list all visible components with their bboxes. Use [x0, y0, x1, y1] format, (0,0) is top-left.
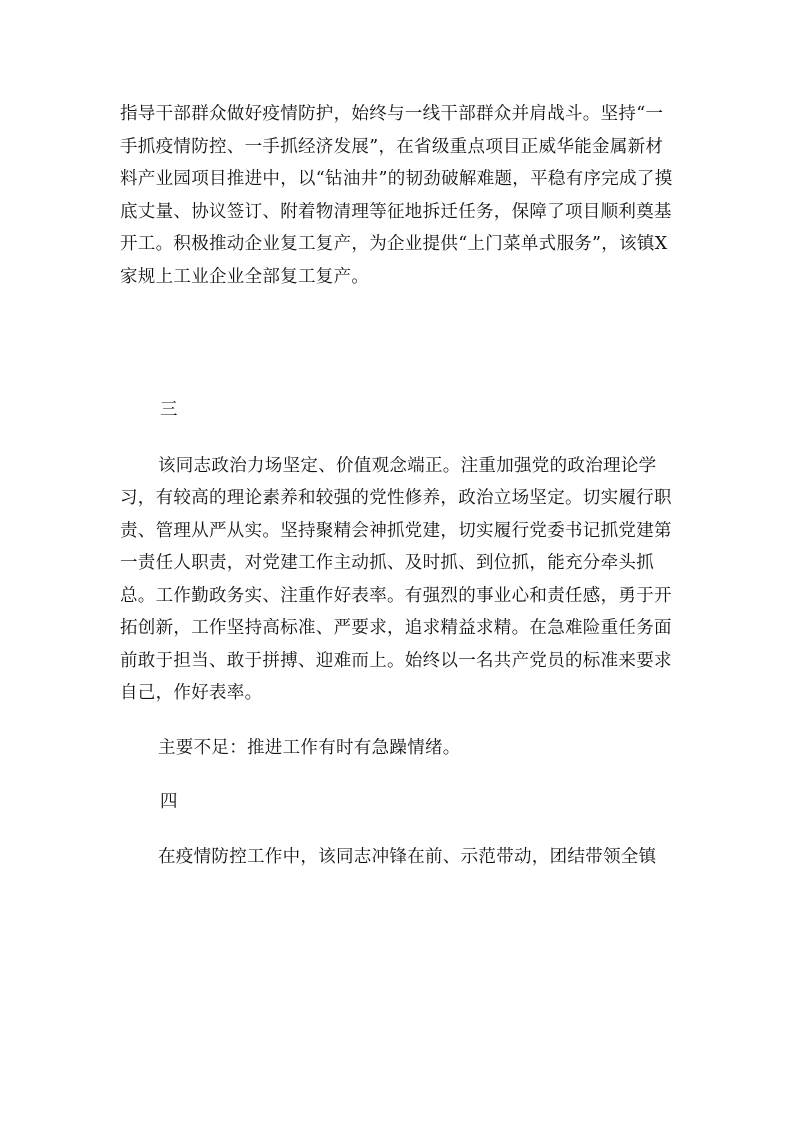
spacer [120, 819, 680, 841]
section-heading: 四 [160, 792, 178, 812]
spacer [120, 710, 680, 732]
spacer [120, 427, 680, 450]
body-paragraph: 该同志政治力场坚定、价值观念端正。注重加强党的政治理论学习，有较高的理论素养和较强的党性修养，政治立场坚定。切实履行职责、管理从严从实。坚持聚精会神抓党建，切实履行党委书记抓党建第一责任人职责，对党建工作主动抓、及时抓、到位抓，能充分牵头抓总。工作勤政务实、注重作好表率。有强烈的事业心和责任感，勇于开拓创新，工作坚持高标准、严要求，追求精益求精。在急难险重任务面前敢于担当、敢于拼搏、迎难而上。始终以一名共产党员的标准来要求自己，作好表率。 [120, 455, 672, 703]
section-heading: 三 [160, 400, 178, 420]
body-paragraph: 主要不足：推进工作有时有急躁情绪。 [158, 737, 461, 758]
document-page [120, 98, 680, 873]
body-paragraph: 指导干部群众做好疫情防护，始终与一线干部群众并肩战斗。坚持“一手抓疫情防控、一手抓经济发展”，在省级重点项目正威华能金属新材料产业园项目推进中，以“钻油井”的韧劲破解难题，平稳有序完成了摸底丈量、协议签订、附着物清理等征地拆迁任务，保障了项目顺利奠基开工。积极推动企业复工复产，为企业提供“上门菜单式服务”，该镇X家规上工业企业全部复工复产。 [120, 104, 673, 287]
body-paragraph: 在疫情防控工作中，该同志冲锋在前、示范带动，团结带领全镇 [158, 846, 657, 867]
spacer [120, 293, 680, 394]
spacer [120, 764, 680, 786]
